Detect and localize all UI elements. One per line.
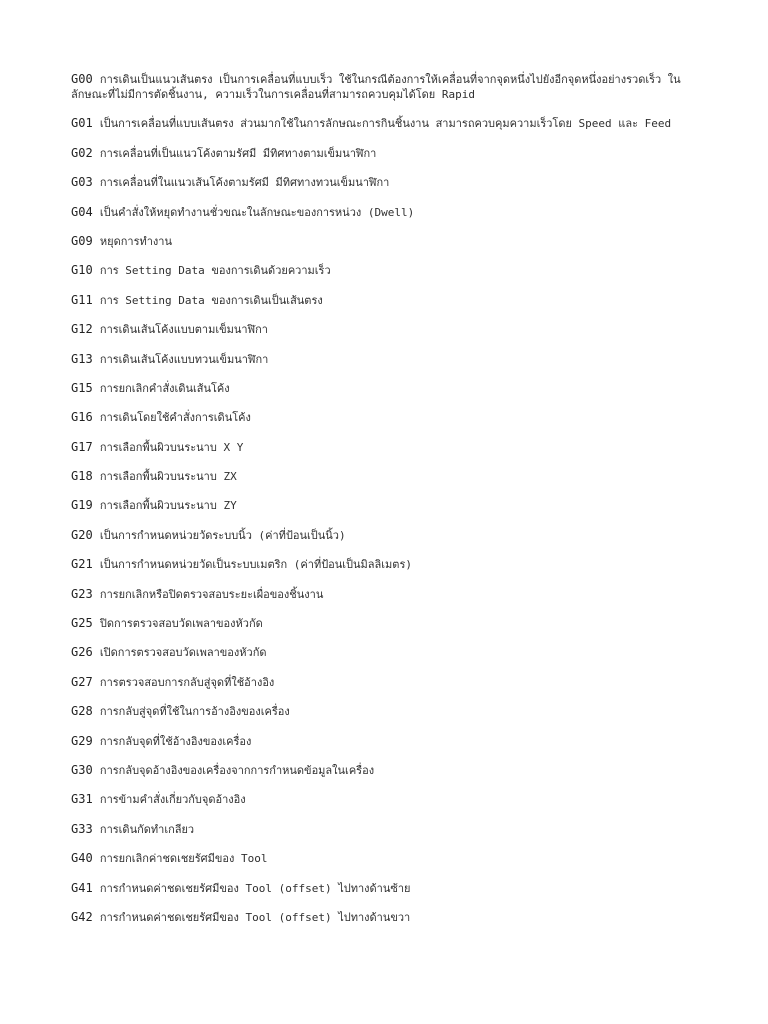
gcode-description: การเดินเส้นโค้งแบบตามเข็มนาฬิกา — [99, 323, 268, 337]
gcode-description: การกลับจุดที่ใช้อ้างอิงของเครื่อง — [99, 734, 252, 748]
gcode-entry — [71, 352, 701, 367]
gcode-code: G13 — [71, 351, 93, 366]
gcode-code: G20 — [71, 527, 93, 542]
gcode-description: การตรวจสอบการกลับสู่จุดที่ใช้อ้างอิง — [99, 675, 275, 689]
gcode-entry — [71, 675, 701, 690]
gcode-description: การเลือกพื้นผิวบนระนาบ ZX — [99, 470, 237, 484]
gcode-code: G31 — [71, 792, 93, 807]
gcode-entry — [71, 704, 701, 719]
gcode-entry — [71, 792, 701, 807]
gcode-entry — [71, 763, 701, 778]
gcode-code: G15 — [71, 380, 93, 395]
gcode-description: การ Setting Data ของการเดินด้วยความเร็ว — [99, 264, 331, 278]
gcode-code: G27 — [71, 674, 93, 689]
gcode-code: G19 — [71, 498, 93, 513]
gcode-code: G04 — [71, 204, 93, 219]
gcode-description: การข้ามคำสั่งเกี่ยวกับจุดอ้างอิง — [99, 793, 246, 807]
gcode-document — [71, 72, 701, 939]
gcode-entry — [71, 263, 701, 278]
gcode-entry — [71, 616, 701, 631]
gcode-entry — [71, 528, 701, 543]
gcode-description: เปิดการตรวจสอบวัดเพลาของหัวกัด — [99, 646, 267, 660]
gcode-entry — [71, 381, 701, 396]
gcode-entry — [71, 734, 701, 749]
gcode-entry — [71, 557, 701, 572]
gcode-description: การกำหนดค่าชดเชยรัศมีของ Tool (offset) ไปทางด้านซ้าย — [99, 881, 411, 895]
gcode-description: การยกเลิกค่าชดเชยรัศมีของ Tool — [99, 852, 268, 866]
gcode-code: G09 — [71, 233, 93, 248]
gcode-entry — [71, 234, 701, 249]
gcode-description: การกลับจุดอ้างอิงของเครื่องจากการกำหนดข้อมูลในเครื่อง — [99, 763, 375, 777]
gcode-entry — [71, 205, 701, 220]
gcode-description: การเคลื่อนที่ในแนวเส้นโค้งตามรัศมี มีทิศทางทวนเข็มนาฬิกา — [99, 176, 390, 190]
gcode-entry — [71, 322, 701, 337]
gcode-entry — [71, 293, 701, 308]
gcode-entry — [71, 469, 701, 484]
gcode-entry — [71, 410, 701, 425]
gcode-code: G28 — [71, 704, 93, 719]
gcode-entry — [71, 498, 701, 513]
gcode-code: G21 — [71, 557, 93, 572]
gcode-description: การกำหนดค่าชดเชยรัศมีของ Tool (offset) ไปทางด้านขวา — [99, 910, 411, 924]
gcode-entry — [71, 116, 701, 131]
gcode-code: G29 — [71, 733, 93, 748]
gcode-description: ปิดการตรวจสอบวัดเพลาของหัวกัด — [99, 617, 263, 631]
gcode-code: G18 — [71, 469, 93, 484]
gcode-description: เป็นการกำหนดหน่วยวัดระบบนิ้ว (ค่าที่ป้อนเป็นนิ้ว) — [99, 528, 346, 542]
gcode-entry — [71, 175, 701, 190]
gcode-description: เป็นการกำหนดหน่วยวัดเป็นระบบเมตริก (ค่าที่ป้อนเป็นมิลลิเมตร) — [99, 558, 412, 572]
gcode-description: การเดินโดยใช้คำสั่งการเดินโค้ง — [99, 411, 251, 425]
gcode-code: G41 — [71, 880, 93, 895]
gcode-entry — [71, 645, 701, 660]
gcode-description: หยุดการทำงาน — [99, 234, 173, 248]
gcode-code: G16 — [71, 410, 93, 425]
gcode-code: G01 — [71, 116, 93, 131]
gcode-entry — [71, 822, 701, 837]
gcode-code: G12 — [71, 322, 93, 337]
gcode-entry — [71, 851, 701, 866]
gcode-entry — [71, 587, 701, 602]
gcode-description: การเคลื่อนที่เป็นแนวโค้งตามรัศมี มีทิศทางตามเข็มนาฬิกา — [99, 146, 377, 160]
gcode-description: การยกเลิกคำสั่งเดินเส้นโค้ง — [99, 381, 230, 395]
gcode-entry — [71, 72, 701, 102]
gcode-description: การเดินเป็นแนวเส้นตรง เป็นการเคลื่อนที่แบบเร็ว ใช้ในกรณีต้องการให้เคลื่อนที่จากจุดหนึ่งไปยังอีกจุดหนึ่งอย่างรวดเร็ว ในลักษณะที่ไม่มีการตัดชิ้นงาน, ความเร็วในการเคลื่อนที่สามารถควบคุมได้โดย Rapid — [71, 73, 681, 101]
gcode-description: การ Setting Data ของการเดินเป็นเส้นตรง — [99, 293, 323, 307]
gcode-description: เป็นคำสั่งให้หยุดทำงานชั่วขณะในลักษณะของการหน่วง (Dwell) — [99, 205, 415, 219]
gcode-code: G40 — [71, 851, 93, 866]
gcode-entry — [71, 881, 701, 896]
gcode-description: การกลับสู่จุดที่ใช้ในการอ้างอิงของเครื่อง — [99, 705, 290, 719]
gcode-code: G42 — [71, 909, 93, 924]
gcode-description: เป็นการเคลื่อนที่แบบเส้นตรง ส่วนมากใช้ในการลักษณะการกินชิ้นงาน สามารถควบคุมความเร็วโดย Speed และ Feed — [99, 117, 672, 131]
gcode-entry — [71, 910, 701, 925]
gcode-description: การเลือกพื้นผิวบนระนาบ X Y — [99, 440, 244, 454]
gcode-entry — [71, 440, 701, 455]
gcode-description: การเลือกพื้นผิวบนระนาบ ZY — [99, 499, 237, 513]
gcode-entry — [71, 146, 701, 161]
gcode-code: G33 — [71, 821, 93, 836]
gcode-code: G00 — [71, 72, 93, 86]
gcode-description: การเดินเส้นโค้งแบบทวนเข็มนาฬิกา — [99, 352, 269, 366]
gcode-code: G10 — [71, 263, 93, 278]
gcode-code: G02 — [71, 145, 93, 160]
gcode-description: การเดินกัดทำเกลียว — [99, 822, 195, 836]
gcode-code: G30 — [71, 762, 93, 777]
gcode-code: G11 — [71, 292, 93, 307]
gcode-code: G23 — [71, 586, 93, 601]
gcode-code: G03 — [71, 175, 93, 190]
gcode-code: G26 — [71, 645, 93, 660]
gcode-description: การยกเลิกหรือปิดตรวจสอบระยะเผื่อของชิ้นงาน — [99, 587, 324, 601]
gcode-code: G25 — [71, 616, 93, 631]
gcode-code: G17 — [71, 439, 93, 454]
